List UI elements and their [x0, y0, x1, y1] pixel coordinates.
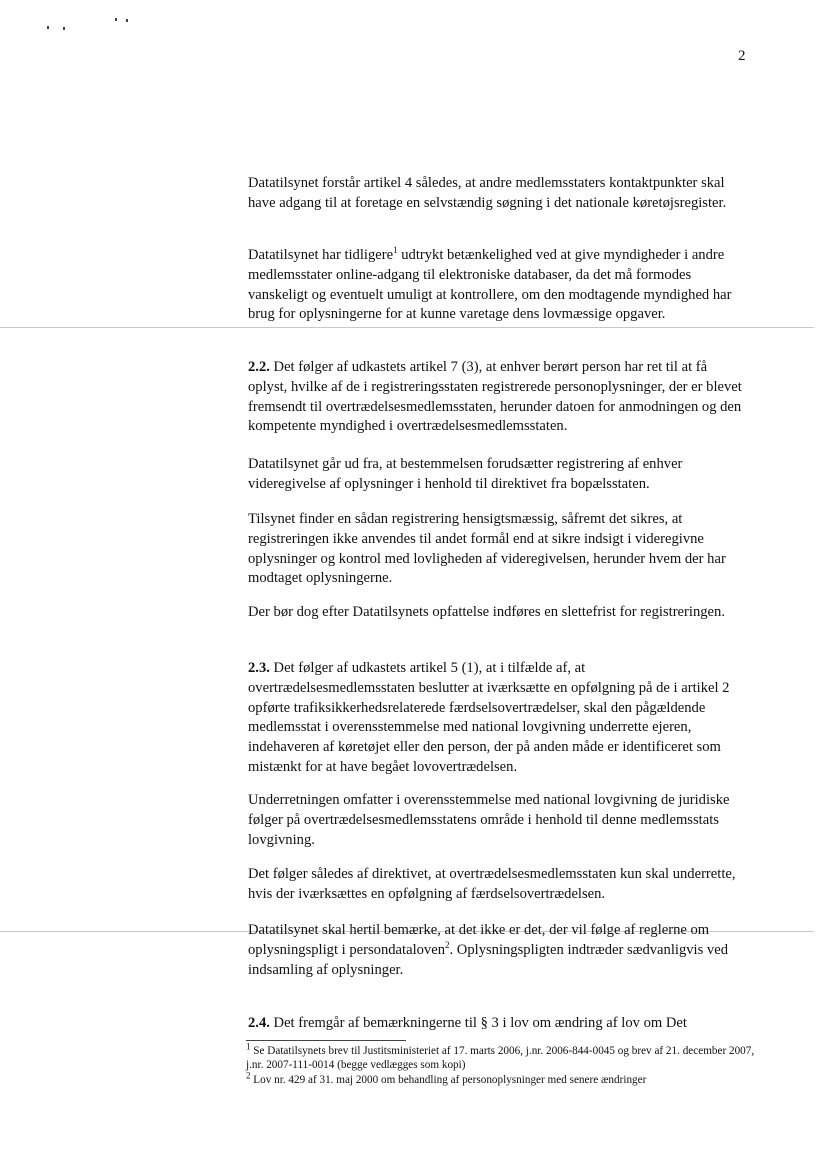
- footnote: $^2$ Lov nr. 429 af 31. maj 2000 om behandling af personoplysninger med senere ændringer: [246, 1070, 647, 1086]
- paragraph: Det følger således af direktivet, at overtrædelsesmedlemsstaten kun skal underrette, hvis der iværksættes en opfølgning af færdselsovertrædelsen.: [248, 866, 736, 902]
- paragraph: Datatilsynet går ud fra, at bestemmelsen forudsætter registrering af enhver videregivelse af oplysninger i henhold til direktivet fra bopælsstaten.: [248, 456, 683, 492]
- page-number: 2: [738, 48, 746, 64]
- paragraph: Underretningen omfatter i overensstemmelse med national lovgivning de juridiske følger på overtrædelsesmedlemsstatens område i henhold til denne medlemsstats lovgivning.: [248, 792, 730, 848]
- footnote-divider: [246, 1040, 406, 1041]
- footnote: $^1$ Se Datatilsynets brev til Justitsministeriet af 17. marts 2006, j.nr. 2006-844-0045 og brev af 21. december 2007, j.nr. 2007-111-0014 (begge vedlægges som kopi): [246, 1041, 755, 1071]
- paragraph: Der bør dog efter Datatilsynets opfattelse indføres en slettefrist for registreringen.: [248, 604, 725, 620]
- footnote-ref: 2: [445, 939, 450, 950]
- scan-speck: [47, 26, 49, 29]
- section-number: 2.4.: [248, 1015, 270, 1031]
- footnote-mark: 2: [246, 1070, 251, 1081]
- section-paragraph: 2.2. Det følger af udkastets artikel 7 (3), at enhver berørt person har ret til at få oplyst, hvilke af de i registreringsstaten registrerede personoplysninger, der er blevet fremsendt til overtrædelsesmedlemsstaten, herunder datoen for anmodningen og den kompetente myndighed i overtrædelsesmedlemsstaten.: [248, 359, 742, 435]
- scan-speck: [63, 27, 65, 30]
- section-paragraph: 2.4. Det fremgår af bemærkningerne til § 3 i lov om ændring af lov om Det: [248, 1015, 687, 1031]
- section-number: 2.2.: [248, 359, 270, 375]
- scan-speck: [115, 18, 117, 21]
- footnote-ref: 1: [393, 245, 398, 256]
- paragraph: Datatilsynet forstår artikel 4 således, at andre medlemsstaters kontaktpunkter skal have adgang til at foretage en selvstændig søgning i det nationale køretøjsregister.: [248, 175, 727, 211]
- paragraph: Tilsynet finder en sådan registrering hensigtsmæssig, såfremt det sikres, at registreringen ikke anvendes til andet formål end at sikre indsigt i videregivne oplysninger og kontrol med lovligheden af videregivelsen, herunder hvem der har modtaget oplysningerne.: [248, 511, 726, 587]
- scan-speck: [126, 19, 128, 22]
- paragraph: Datatilsynet har tidligere$^1$ udtrykt betænkelighed ved at give myndigheder i andre medlemsstater online-adgang til elektroniske databaser, da det må formodes vanskeligt og eventuelt umuligt at kontrollere, om den modtagende myndighed har brug for oplysningerne for at kunne varetage dens lovmæssige opgaver.: [248, 245, 732, 323]
- paragraph: Datatilsynet skal hertil bemærke, at det ikke er det, der vil følge af reglerne om oplysningspligt i persondataloven$^2$. Oplysningspligten indtræder sædvanligvis ved indsamling af oplysninger.: [248, 922, 728, 978]
- footnote-mark: 1: [246, 1041, 251, 1052]
- section-number: 2.3.: [248, 660, 270, 676]
- scan-line: [0, 327, 814, 328]
- section-paragraph: 2.3. Det følger af udkastets artikel 5 (1), at i tilfælde af, at overtrædelsesmedlemsstaten beslutter at iværksætte en opfølgning på de i artikel 2 opførte trafiksikkerhedsrelaterede færdselsovertrædelser, skal den pågældende medlemsstat i overensstemmelse med national lovgivning underrette ejeren, indehaveren af køretøjet eller den person, der på anden måde er identificeret som mistænkt for at have begået lovovertrædelsen.: [248, 660, 730, 775]
